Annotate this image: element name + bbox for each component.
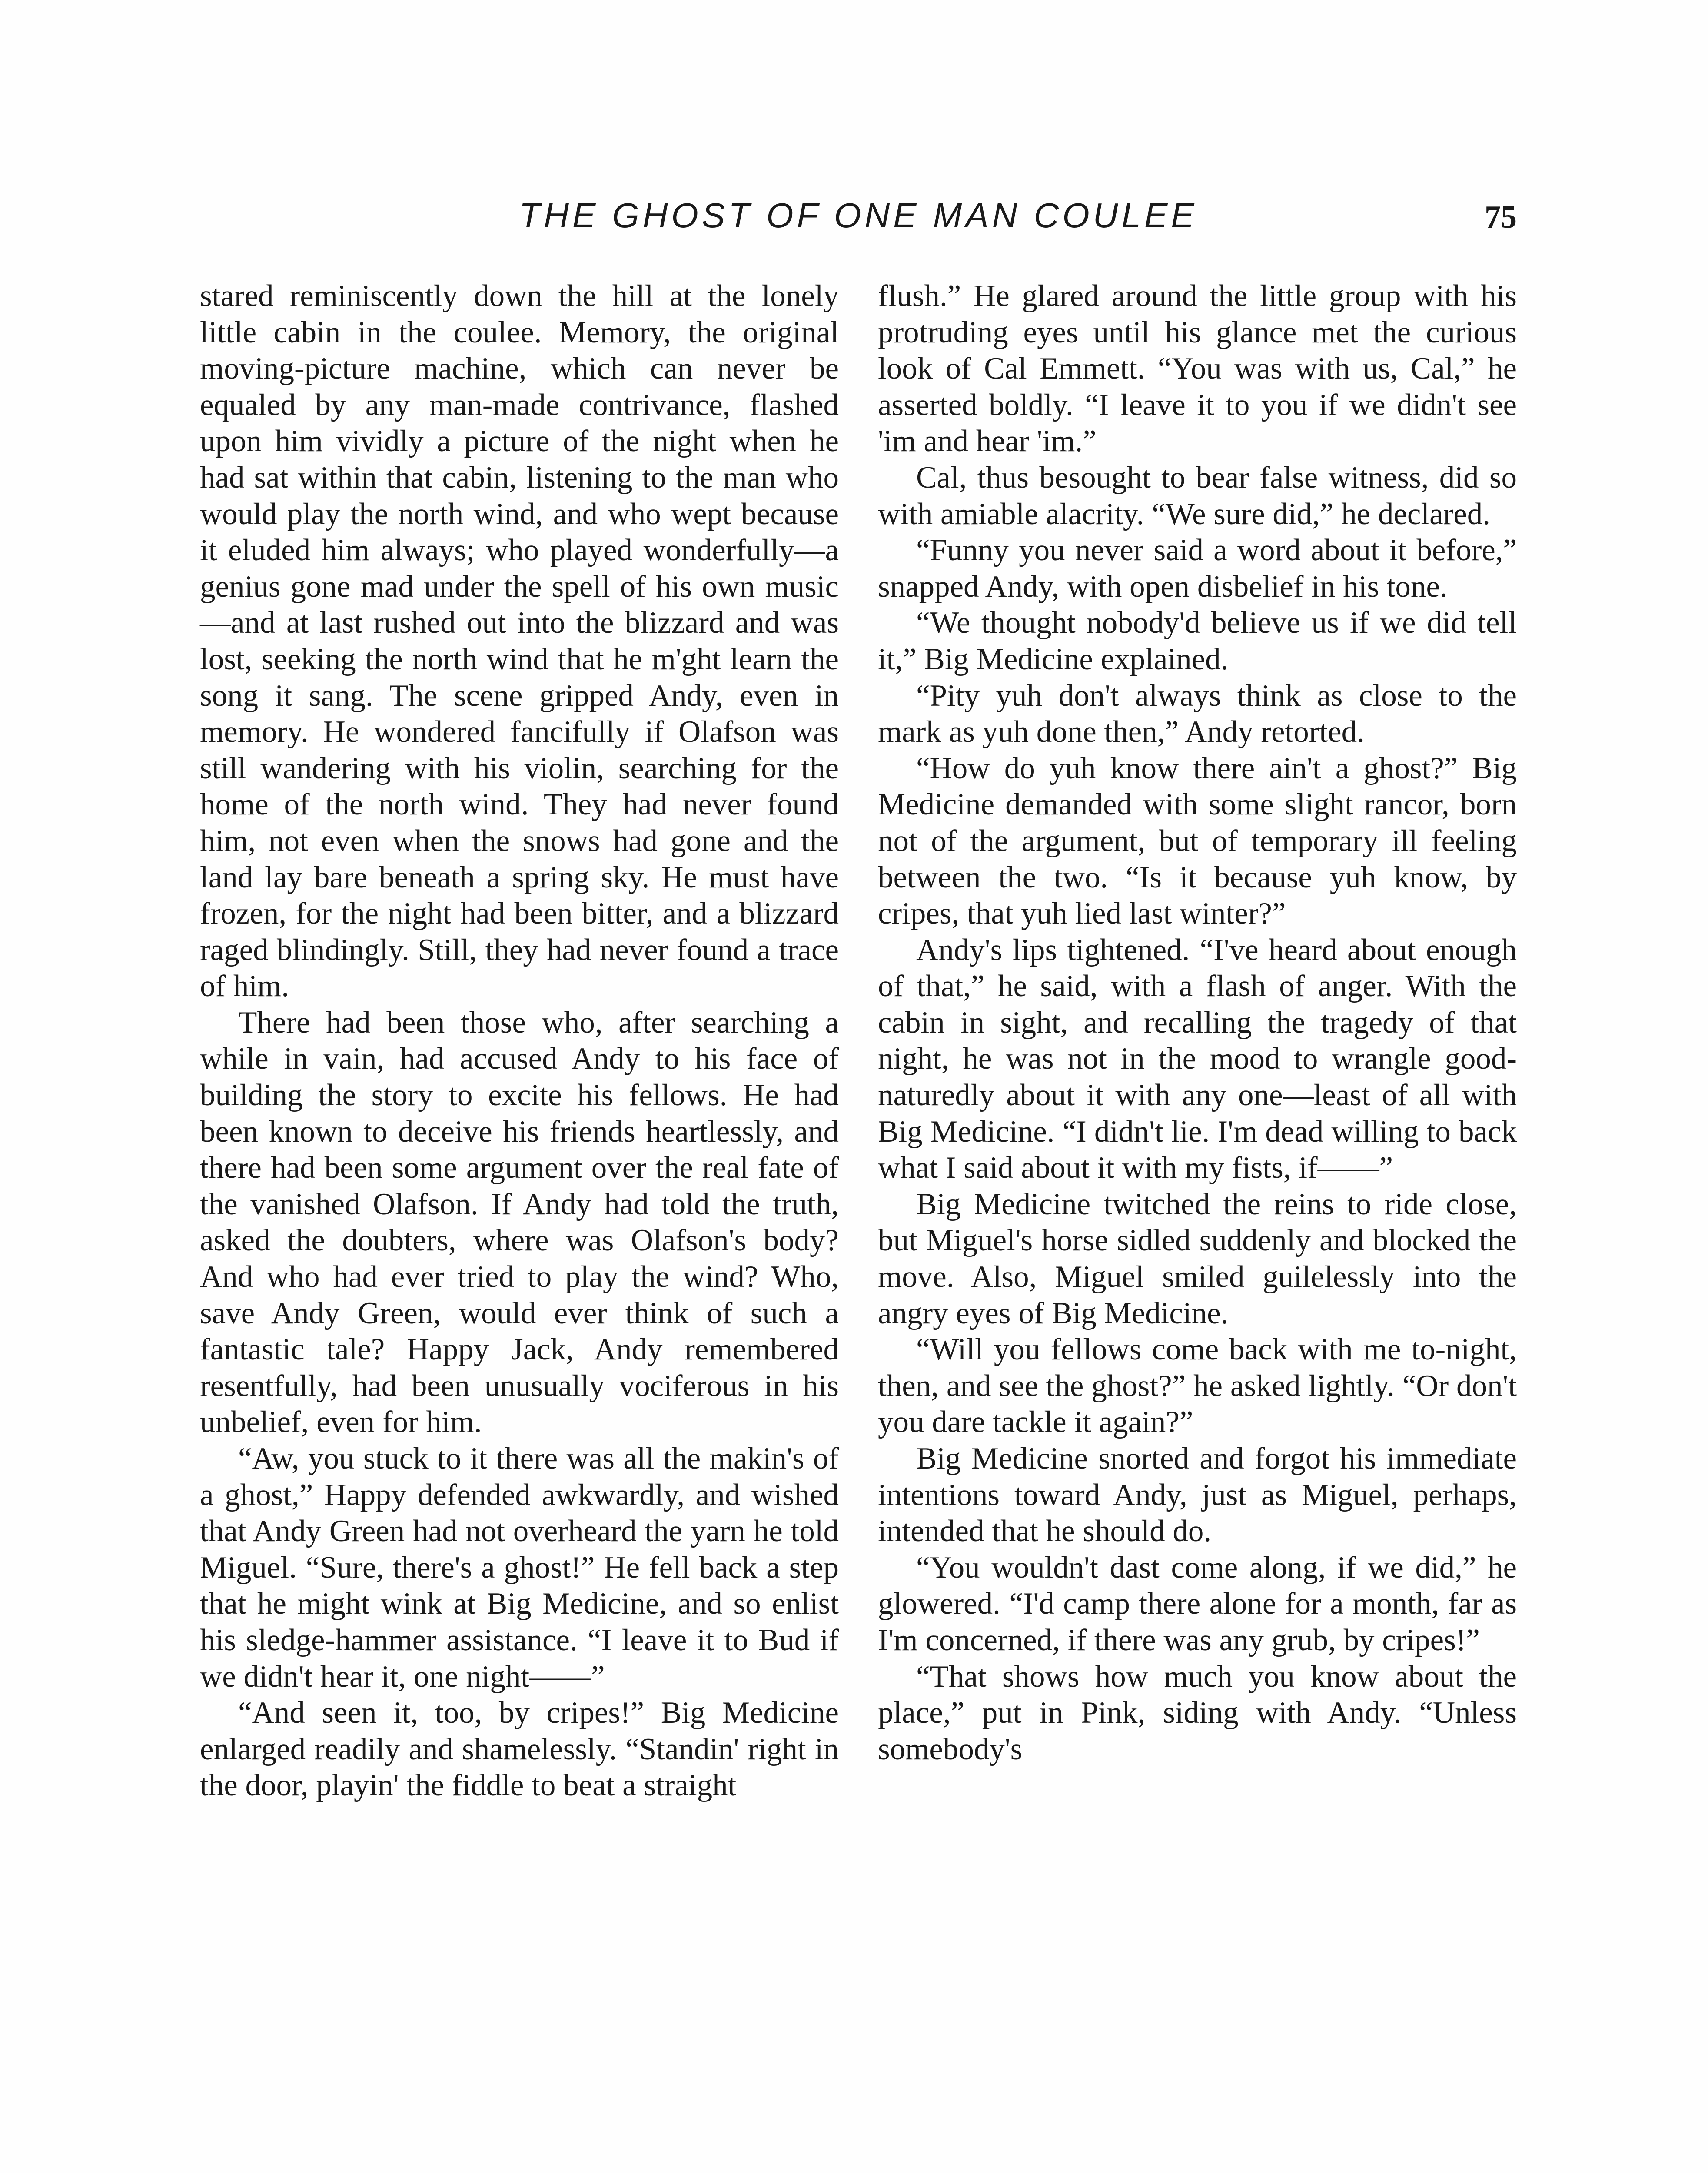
paragraph: “You wouldn't dast come along, if we did,” he glowered. “I'd camp there alone for a month, far as I'm concerned, if there was any grub, by cripes!” [878, 1550, 1517, 1657]
paragraph: Big Medicine twitched the reins to ride close, but Miguel's horse sidled suddenly and blocked the move. Also, Miguel smiled guilelessly into the angry eyes of Big Medicine. [878, 1187, 1517, 1330]
running-head [200, 196, 1517, 248]
left-column [200, 278, 839, 1804]
paragraph: “And seen it, too, by cripes!” Big Medicine enlarged readily and shamelessly. “Standin' right in the door, playin' the fiddle to beat a straight [200, 1696, 839, 1803]
paragraph: Big Medicine snorted and forgot his immediate intentions toward Andy, just as Miguel, perhaps, intended that he should do. [878, 1442, 1517, 1548]
paragraph: stared reminiscently down the hill at the lonely little cabin in the coulee. Memory, the original moving-picture machine, which can never be equaled by any man-made contrivance, flashed upon him vividly a picture of the night when he had sat within that cabin, listening to the man who would play the north wind, and who wept because it eluded him always; who played wonderfully—a genius gone mad under the spell of his own music—and at last rushed out into the blizzard and was lost, seeking the north wind that he m'ght learn the song it sang. The scene gripped Andy, even in memory. He wondered fancifully if Olafson was still wandering with his violin, searching for the home of the north wind. They had never found him, not even when the snows had gone and the land lay bare beneath a spring sky. He must have frozen, for the night had been bitter, and a blizzard raged blindingly. Still, they had never found a trace of him. [200, 279, 839, 1003]
page-number: 75 [1485, 199, 1517, 235]
paragraph: flush.” He glared around the little group with his protruding eyes until his glance met the curious look of Cal Emmett. “You was with us, Cal,” he asserted boldly. “I leave it to you if we didn't see 'im and hear 'im.” [878, 279, 1517, 459]
paragraph: “Will you fellows come back with me to-night, then, and see the ghost?” he asked lightly. “Or don't you dare tackle it again?” [878, 1332, 1517, 1439]
paragraph: “That shows how much you know about the place,” put in Pink, siding with Andy. “Unless somebody's [878, 1659, 1517, 1766]
paragraph: “Pity yuh don't always think as close to the mark as yuh done then,” Andy retorted. [878, 678, 1517, 749]
paragraph: “Aw, you stuck to it there was all the makin's of a ghost,” Happy defended awkwardly, and wished that Andy Green had not overheard the yarn he told Miguel. “Sure, there's a ghost!” He fell back a step that he might wink at Big Medicine, and so enlist his sledge-hammer assistance. “I leave it to Bud if we didn't hear it, one night——” [200, 1442, 839, 1694]
right-column [878, 278, 1517, 1768]
paragraph: Cal, thus besought to bear false witness, did so with amiable alacrity. “We sure did,” he declared. [878, 460, 1517, 531]
paragraph: Andy's lips tightened. “I've heard about enough of that,” he said, with a flash of anger. With the cabin in sight, and recalling the tragedy of that night, he was not in the mood to wrangle good-naturedly about it with any one—least of all with Big Medicine. “I didn't lie. I'm dead willing to back what I said about it with my fists, if——” [878, 933, 1517, 1185]
running-title: THE GHOST OF ONE MAN COULEE [519, 196, 1198, 235]
paragraph: There had been those who, after searching a while in vain, had accused Andy to his face of building the story to excite his fellows. He had been known to deceive his friends heartlessly, and there had been some argument over the real fate of the vanished Olafson. If Andy had told the truth, asked the doubters, where was Olafson's body? And who had ever tried to play the wind? Who, save Andy Green, would ever think of such a fantastic tale? Happy Jack, Andy remembered resentfully, had been unusually vociferous in his unbelief, even for him. [200, 1005, 839, 1439]
paragraph: “Funny you never said a word about it before,” snapped Andy, with open disbelief in his tone. [878, 533, 1517, 604]
paragraph: “How do yuh know there ain't a ghost?” Big Medicine demanded with some slight rancor, born not of the argument, but of temporary ill feeling between the two. “Is it because yuh know, by cripes, that yuh lied last winter?” [878, 751, 1517, 931]
paragraph: “We thought nobody'd believe us if we did tell it,” Big Medicine explained. [878, 606, 1517, 676]
